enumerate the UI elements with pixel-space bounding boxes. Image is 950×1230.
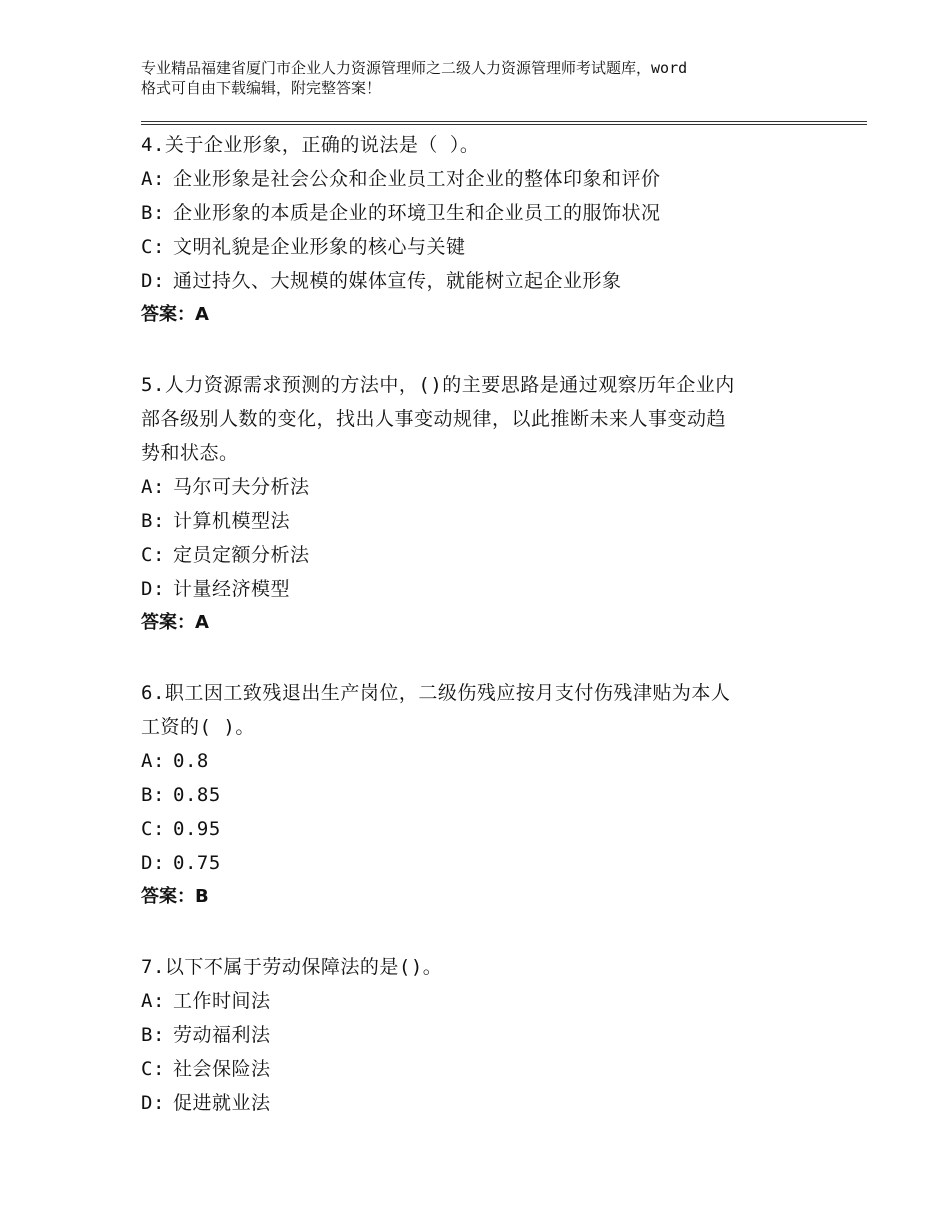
document-header [141,58,841,98]
option-text: 工作时间法 [173,990,271,1012]
question-4 [141,128,821,332]
option-letter: B: [141,202,165,224]
option-text: 文明礼貌是企业形象的核心与关键 [173,236,466,258]
option-a [141,984,821,1018]
option-text: 劳动福利法 [173,1024,271,1046]
question-text: 6.职工因工致残退出生产岗位，二级伤残应按月支付伤残津贴为本人 [141,682,731,704]
option-text: 企业形象是社会公众和企业员工对企业的整体印象和评价 [173,168,661,190]
option-d [141,572,821,606]
option-text: 0.85 [173,784,221,806]
option-a [141,162,821,196]
option-text: 0.8 [173,750,209,772]
option-b [141,778,821,812]
option-d [141,264,821,298]
option-c [141,230,821,264]
option-text: 马尔可夫分析法 [173,476,310,498]
question-text: 工资的( )。 [141,716,255,738]
question-list [141,128,821,1120]
option-text: 0.95 [173,818,221,840]
option-text: 计算机模型法 [173,510,291,532]
question-5 [141,368,821,640]
answer-label: 答案：A [141,304,209,325]
question-text: 部各级别人数的变化，找出人事变动规律，以此推断未来人事变动趋 [141,408,727,430]
option-text: 企业形象的本质是企业的环境卫生和企业员工的服饰状况 [173,202,661,224]
option-text: 促进就业法 [173,1092,271,1114]
question-6 [141,676,821,914]
option-letter: B: [141,1024,165,1046]
option-a [141,470,821,504]
question-text: 7.以下不属于劳动保障法的是()。 [141,956,443,978]
question-spacer [141,332,821,368]
option-letter: D: [141,852,165,874]
header-line-2: 格式可自由下载编辑，附完整答案！ [141,79,382,97]
option-letter: D: [141,270,165,292]
option-letter: B: [141,784,165,806]
option-text: 社会保险法 [173,1058,271,1080]
option-b [141,196,821,230]
answer-label: 答案：B [141,886,209,907]
option-d [141,846,821,880]
option-c [141,1052,821,1086]
question-spacer [141,640,821,676]
option-letter: A: [141,990,165,1012]
option-text: 通过持久、大规模的媒体宣传，就能树立起企业形象 [173,270,622,292]
option-letter: A: [141,750,165,772]
option-letter: D: [141,578,165,600]
question-spacer [141,914,821,950]
option-letter: A: [141,168,165,190]
option-text: 计量经济模型 [173,578,291,600]
option-letter: C: [141,236,165,258]
header-divider-top [141,121,867,122]
option-b [141,1018,821,1052]
option-b [141,504,821,538]
option-letter: C: [141,544,165,566]
option-letter: A: [141,476,165,498]
option-d [141,1086,821,1120]
question-7 [141,950,821,1120]
question-text: 势和状态。 [141,442,239,464]
option-c [141,538,821,572]
question-text: 5.人力资源需求预测的方法中，()的主要思路是通过观察历年企业内 [141,374,735,396]
option-letter: B: [141,510,165,532]
option-text: 定员定额分析法 [173,544,310,566]
option-letter: D: [141,1092,165,1114]
question-text: 4.关于企业形象，正确的说法是（ ）。 [141,134,480,156]
header-line-1: 专业精品福建省厦门市企业人力资源管理师之二级人力资源管理师考试题库，word [141,59,688,77]
header-divider-bottom [141,124,867,125]
option-text: 0.75 [173,852,221,874]
option-c [141,812,821,846]
option-letter: C: [141,1058,165,1080]
option-letter: C: [141,818,165,840]
answer-label: 答案：A [141,612,209,633]
option-a [141,744,821,778]
